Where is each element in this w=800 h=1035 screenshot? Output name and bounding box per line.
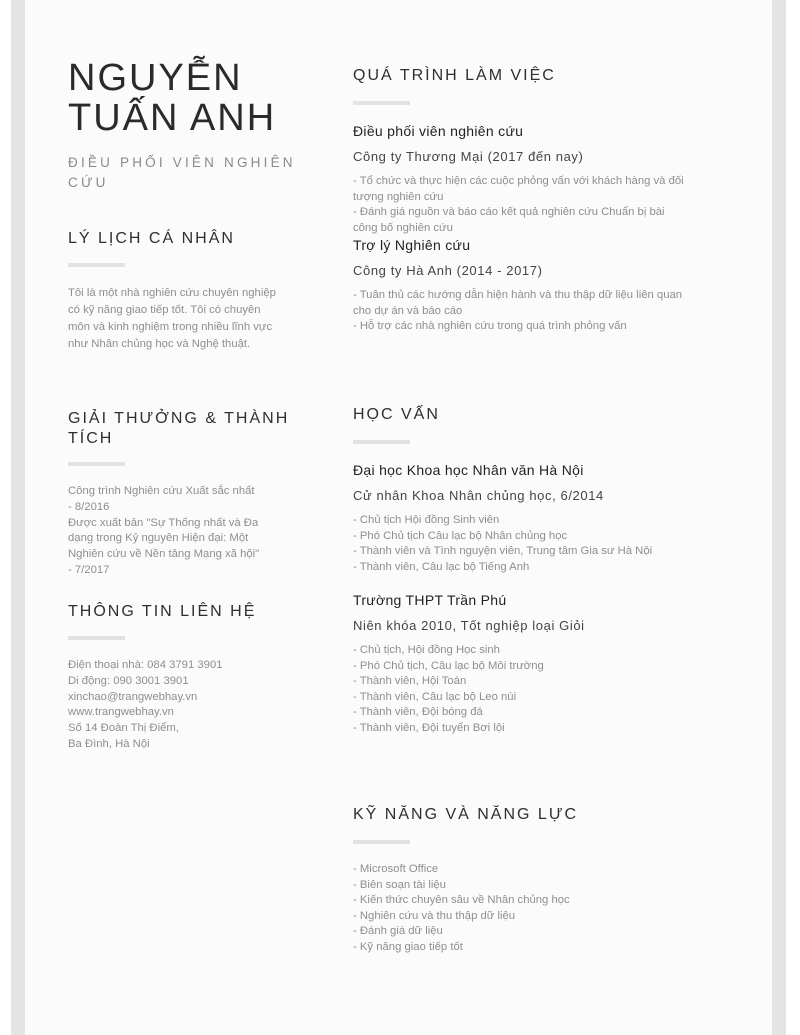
school-degree: Cử nhân Khoa Nhân chủng học, 6/2014 <box>353 488 604 503</box>
experience-heading: QUÁ TRÌNH LÀM VIỆC <box>353 67 556 84</box>
school-bullet: - Thành viên, Câu lạc bộ Tiếng Anh <box>353 560 530 573</box>
awards-heading <box>68 409 289 449</box>
contact-website: www.trangwebhay.vn <box>68 706 174 719</box>
awards-heading-line-1: GIẢI THƯỞNG & THÀNH <box>68 410 290 427</box>
school-bullet: - Thành viên, Đội tuyển Bơi lội <box>353 721 505 734</box>
school-bullet: - Chủ tịch Hội đồng Sinh viên <box>353 514 500 526</box>
school-bullet: - Thành viên, Đội bóng đá <box>353 706 483 718</box>
skills-divider <box>353 840 410 844</box>
profile-text <box>68 285 276 353</box>
awards-line: dạng trong Kỷ nguyên Hiện đại: Một <box>68 532 249 545</box>
profile-line: có kỹ năng giao tiếp tốt. Tôi có chuyên <box>68 304 261 316</box>
skill-item: - Đánh giá dữ liệu <box>353 925 443 937</box>
skill-item: - Biên soạn tài liệu <box>353 878 446 891</box>
school-name: Trường THPT Trần Phú <box>353 592 507 608</box>
school-degree: Niên khóa 2010, Tốt nghiệp loại Giỏi <box>353 618 585 633</box>
awards-line: - 8/2016 <box>68 500 110 513</box>
school-bullets <box>353 643 544 736</box>
awards-line: - 7/2017 <box>68 563 110 576</box>
school-bullet: - Thành viên, Hội Toán <box>353 675 467 687</box>
school-name: Đại học Khoa học Nhân văn Hà Nội <box>353 462 584 478</box>
role-line-2: CỨU <box>68 175 109 190</box>
job-bullet: tượng nghiên cứu <box>353 190 444 203</box>
skill-item: - Kiến thức chuyên sâu về Nhân chủng học <box>353 894 570 906</box>
role-line-1: ĐIỀU PHỐI VIÊN NGHIÊN <box>68 155 296 170</box>
resume-name <box>68 58 328 138</box>
awards-heading-line-2: TÍCH <box>68 430 114 447</box>
profile-line: Tôi là một nhà nghiên cứu chuyên nghiệp <box>68 287 276 299</box>
name-line-1: NGUYỄN <box>68 57 243 99</box>
right-border-band <box>772 0 786 1035</box>
contact-address-line-2: Ba Đình, Hà Nội <box>68 737 150 750</box>
skill-item: - Nghiên cứu và thu thập dữ liệu <box>353 909 516 922</box>
contact-heading: THÔNG TIN LIÊN HỆ <box>68 603 257 620</box>
contact-divider <box>68 636 125 640</box>
education-heading: HỌC VẤN <box>353 406 440 423</box>
job-bullet: - Hỗ trợ các nhà nghiên cứu trong quá trình phỏng vấn <box>353 320 627 332</box>
left-border-band <box>11 0 25 1035</box>
job-company: Công ty Thương Mại (2017 đến nay) <box>353 149 584 164</box>
awards-line: Công trình Nghiên cứu Xuất sắc nhất <box>68 485 255 497</box>
profile-line: như Nhân chủng học và Nghệ thuật. <box>68 338 251 350</box>
profile-divider <box>68 263 125 267</box>
resume-role <box>68 153 318 193</box>
awards-text <box>68 484 259 579</box>
job-title: Trợ lý Nghiên cứu <box>353 237 471 253</box>
school-bullet: - Thành viên, Câu lạc bộ Leo núi <box>353 690 517 703</box>
skills-list <box>353 862 570 955</box>
job-bullets <box>353 174 684 236</box>
skill-item: - Kỹ năng giao tiếp tốt <box>353 940 463 953</box>
school-bullets <box>353 513 652 575</box>
job-title: Điều phối viên nghiên cứu <box>353 123 524 139</box>
contact-mobile: Di động: 090 3001 3901 <box>68 674 189 687</box>
profile-heading: LÝ LỊCH CÁ NHÂN <box>68 230 235 247</box>
job-company: Công ty Hà Anh (2014 - 2017) <box>353 263 543 278</box>
school-bullet: - Chủ tịch, Hội đồng Học sinh <box>353 644 500 656</box>
job-bullet: công bố nghiên cứu <box>353 221 453 234</box>
contact-email: xinchao@trangwebhay.vn <box>68 690 198 703</box>
job-bullet: - Tổ chức và thực hiện các cuộc phỏng vấn với khách hàng và đối <box>353 175 684 187</box>
awards-line: Được xuất bản "Sự Thống nhất và Đa <box>68 516 259 529</box>
job-bullet: - Tuân thủ các hướng dẫn hiện hành và thu thập dữ liệu liên quan <box>353 289 683 301</box>
school-bullet: - Thành viên và Tình nguyện viên, Trung tâm Gia sư Hà Nội <box>353 545 653 557</box>
name-line-2: TUẤN ANH <box>68 97 277 139</box>
experience-divider <box>353 101 410 105</box>
skill-item: - Microsoft Office <box>353 863 439 875</box>
contact-address-line-1: Số 14 Đoàn Thị Điểm, <box>68 722 179 735</box>
education-divider <box>353 440 410 444</box>
contact-home-phone: Điện thoại nhà: 084 3791 3901 <box>68 659 223 671</box>
profile-line: môn và kinh nghiệm trong nhiều lĩnh vực <box>68 321 273 333</box>
job-bullet: cho dự án và báo cáo <box>353 304 463 317</box>
awards-line: Nghiên cứu về Nền tảng Mạng xã hội" <box>68 548 260 561</box>
skills-heading: KỸ NĂNG VÀ NĂNG LỰC <box>353 806 579 823</box>
job-bullets <box>353 288 682 335</box>
school-bullet: - Phó Chủ tịch, Câu lạc bộ Môi trường <box>353 659 544 672</box>
school-bullet: - Phó Chủ tịch Câu lạc bộ Nhân chủng học <box>353 529 568 542</box>
contact-text <box>68 658 223 753</box>
awards-divider <box>68 462 125 466</box>
job-bullet: - Đánh giá nguồn và báo cáo kết quả nghiên cứu Chuẩn bị bài <box>353 206 665 218</box>
